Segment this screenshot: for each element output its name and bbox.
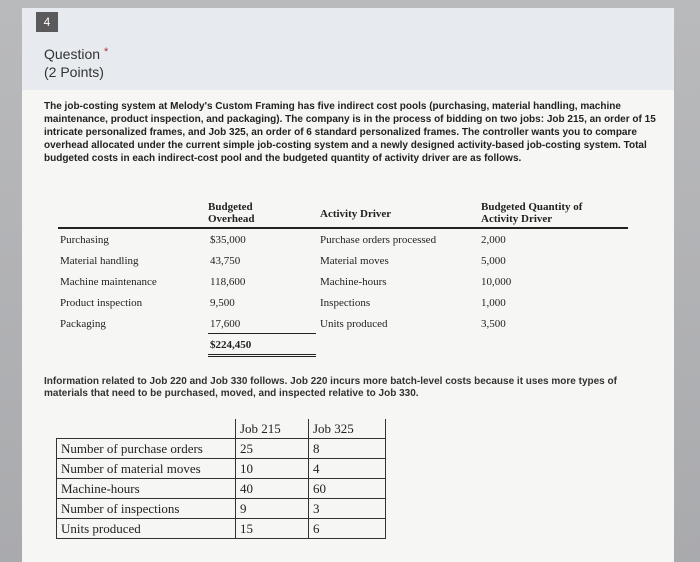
- table-row: [57, 479, 386, 499]
- table-row: [57, 499, 386, 519]
- pool-quantity: 5,000: [481, 255, 506, 267]
- table-corner-cell: [57, 419, 236, 439]
- job-215-value: 10: [236, 459, 309, 479]
- question-points: (2 Points): [44, 64, 104, 80]
- job-215-value: 9: [236, 499, 309, 519]
- pool-name: Purchasing: [60, 234, 109, 246]
- pool-name: Packaging: [60, 318, 106, 330]
- row-label: Number of purchase orders: [57, 439, 236, 459]
- row-label: Units produced: [57, 519, 236, 539]
- pool-driver: Material moves: [320, 255, 389, 267]
- job-data-table: [56, 419, 386, 539]
- pool-quantity: 1,000: [481, 297, 506, 309]
- job-325-value: 8: [309, 439, 386, 459]
- pool-name: Product inspection: [60, 297, 143, 309]
- question-header: [22, 8, 674, 90]
- pool-overhead: 9,500: [210, 297, 235, 309]
- job-325-value: 6: [309, 519, 386, 539]
- pool-overhead: 43,750: [210, 255, 241, 267]
- problem-paragraph: The job-costing system at Melody's Custom Framing has five indirect cost pools (purchasing, material handling, machine maintenance, product inspection, and packaging). The company is in the process of bidding on two jobs: Job 215, an order of 15 intricate personalized frames, and Job 325, an order of 6 standard personalized frames. The controller wants you to compare overhead allocated under the current simple job-costing system and a newly designed activity-based job-costing system. Total budgeted costs in each indirect-cost pool and the budgeted quantity of activity driver are as follows.: [44, 101, 656, 164]
- table-row: [57, 519, 386, 539]
- pool-driver: Units produced: [320, 318, 388, 330]
- column-header-job-325: Job 325: [309, 419, 386, 439]
- question-label-text: Question: [44, 46, 101, 62]
- row-label: Number of material moves: [57, 459, 236, 479]
- pool-driver: Inspections: [320, 297, 371, 309]
- pool-quantity: 2,000: [481, 234, 506, 246]
- table-row: [57, 459, 386, 479]
- header-activity-driver: Activity Driver: [320, 208, 392, 220]
- row-label: Number of inspections: [57, 499, 236, 519]
- info-paragraph: Information related to Job 220 and Job 330 follows. Job 220 incurs more batch-level costs because it uses more types of materials that need to be purchased, moved, and inspected relative to Job 330.: [44, 376, 617, 399]
- header-budgeted-quantity: Budgeted Quantity of Activity Driver: [481, 201, 583, 225]
- total-rule-bottom-1: [208, 354, 316, 355]
- table-header-row: [57, 419, 386, 439]
- pool-name: Material handling: [60, 255, 139, 267]
- pool-name: Machine maintenance: [60, 276, 157, 288]
- question-number-badge: 4: [36, 12, 58, 32]
- pool-driver: Machine-hours: [320, 276, 387, 288]
- pool-driver: Purchase orders processed: [320, 234, 437, 246]
- total-rule-bottom-2: [208, 356, 316, 357]
- pool-overhead: 118,600: [210, 276, 246, 288]
- job-215-value: 40: [236, 479, 309, 499]
- header-rule: [58, 227, 628, 229]
- job-325-value: 3: [309, 499, 386, 519]
- table-row: [57, 439, 386, 459]
- pool-quantity: 10,000: [481, 276, 512, 288]
- question-card: [22, 8, 674, 562]
- row-label: Machine-hours: [57, 479, 236, 499]
- column-header-job-215: Job 215: [236, 419, 309, 439]
- total-overhead: $224,450: [210, 339, 252, 351]
- job-215-value: 15: [236, 519, 309, 539]
- pool-overhead: 17,600: [210, 318, 241, 330]
- pool-overhead: $35,000: [210, 234, 246, 246]
- required-mark: *: [103, 46, 109, 58]
- total-rule-top: [208, 333, 316, 334]
- question-label: [44, 46, 108, 62]
- header-budgeted-overhead: Budgeted Overhead: [208, 201, 255, 225]
- pool-quantity: 3,500: [481, 318, 506, 330]
- job-325-value: 4: [309, 459, 386, 479]
- job-325-value: 60: [309, 479, 386, 499]
- job-215-value: 25: [236, 439, 309, 459]
